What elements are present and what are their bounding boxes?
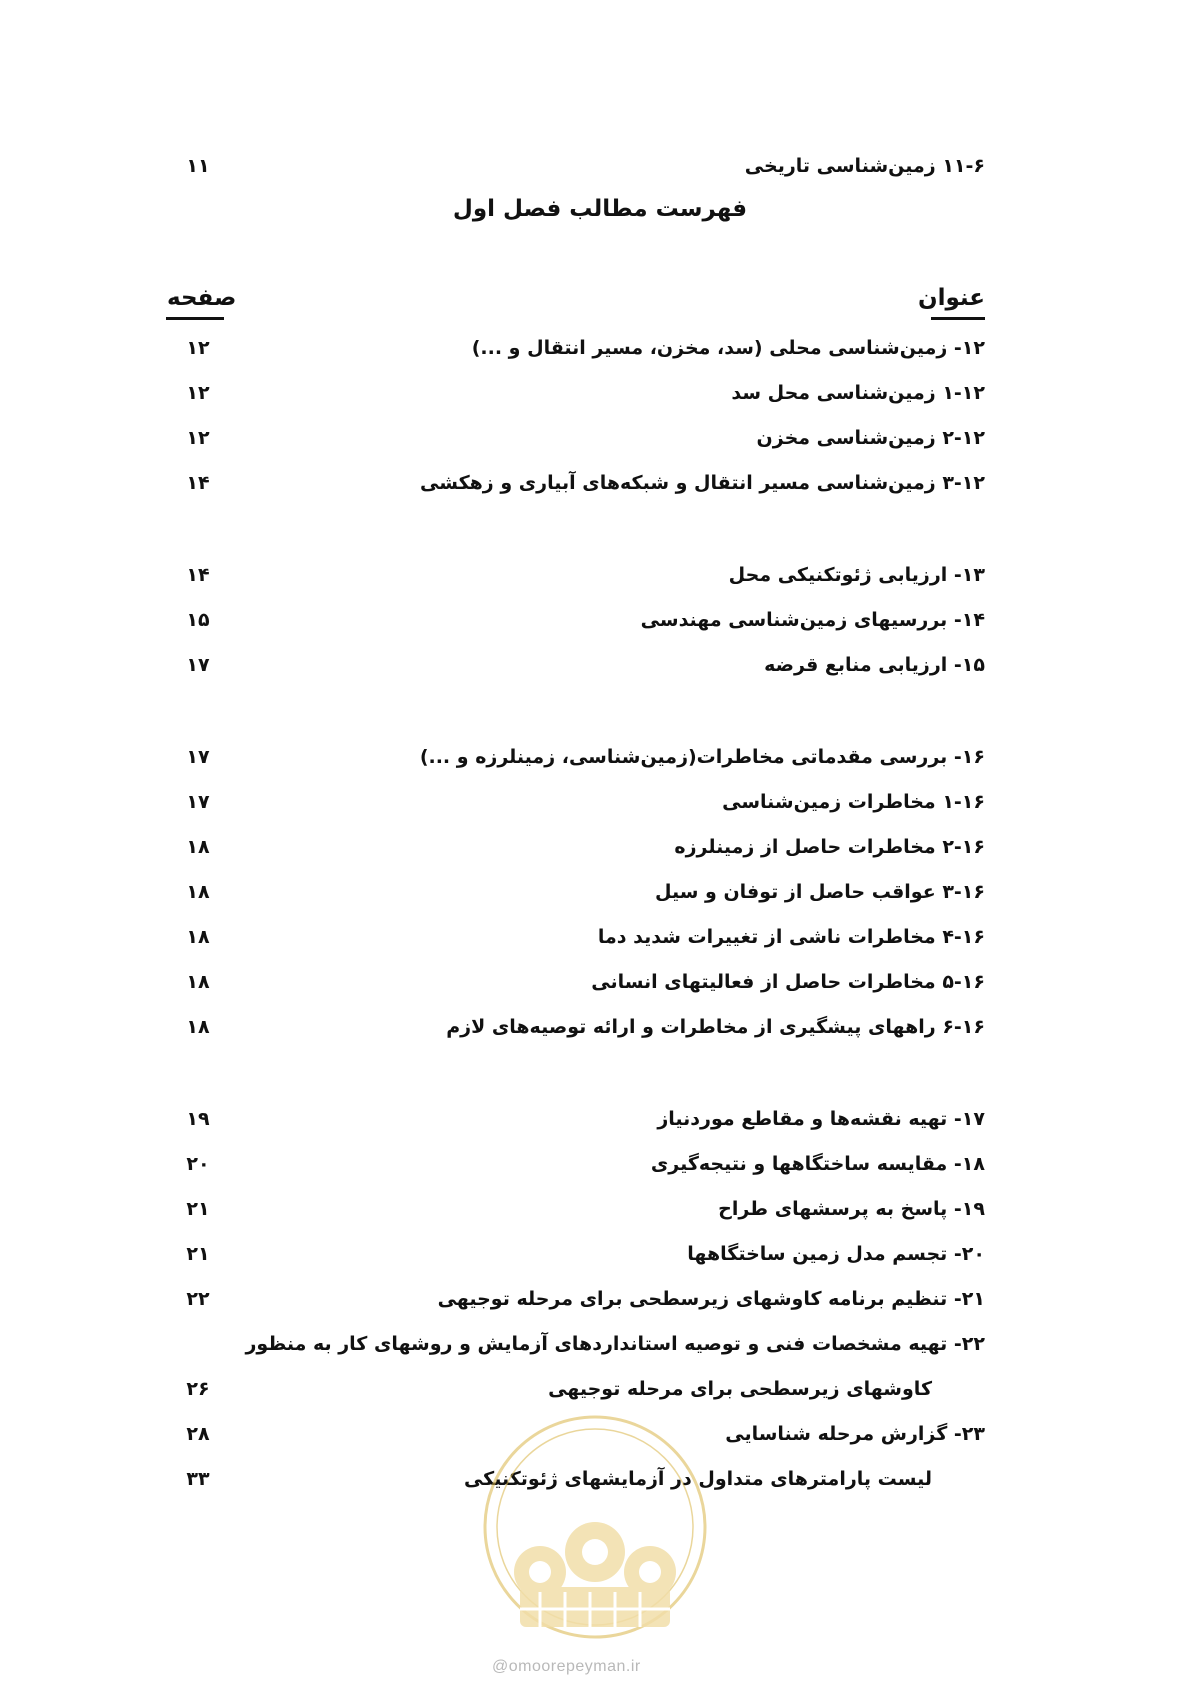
toc-entry bbox=[0, 742, 1190, 772]
toc-entry-page: ۱۸ bbox=[186, 971, 210, 993]
toc-entry-title: ۱۷- تهیه نقشه‌ها و مقاطع موردنیاز bbox=[657, 1108, 985, 1130]
toc-entry-title: ۱۲- زمین‌شناسی محلی (سد، مخزن، مسیر انتقال و ...) bbox=[471, 337, 985, 359]
toc-entry-page: ۱۴ bbox=[186, 564, 210, 586]
toc-entry-page: ۱۷ bbox=[186, 791, 210, 813]
toc-entry-title: ۲-۱۲ زمین‌شناسی مخزن bbox=[756, 427, 985, 449]
toc-entry-page: ۱۹ bbox=[186, 1108, 210, 1130]
toc-entry-top bbox=[0, 151, 1190, 181]
toc-entry bbox=[0, 1149, 1190, 1179]
toc-entry-page: ۱۸ bbox=[186, 1016, 210, 1038]
toc-entry-title: ۴-۱۶ مخاطرات ناشی از تغییرات شدید دما bbox=[597, 926, 985, 948]
toc-entry-title: ۱۳- ارزیابی ژئوتکنیکی محل bbox=[728, 564, 985, 586]
toc-entry bbox=[0, 650, 1190, 680]
toc-entry bbox=[0, 378, 1190, 408]
toc-entry-title: لیست پارامترهای متداول در آزمایشهای ژئوتکنیکی bbox=[463, 1468, 932, 1490]
toc-entry bbox=[0, 1239, 1190, 1269]
toc-entry-page: ۲۱ bbox=[186, 1243, 210, 1265]
toc-entry bbox=[0, 1284, 1190, 1314]
page-heading: فهرست مطالب فصل اول bbox=[452, 196, 748, 222]
toc-entry-title: ۱۴- بررسیهای زمین‌شناسی مهندسی bbox=[640, 609, 985, 631]
toc-entry-page: ۱۲ bbox=[186, 382, 210, 404]
toc-entry-page: ۱۸ bbox=[186, 881, 210, 903]
toc-entry bbox=[0, 1194, 1190, 1224]
toc-entry-title: ۱-۱۲ زمین‌شناسی محل سد bbox=[731, 382, 985, 404]
toc-entry bbox=[0, 560, 1190, 590]
toc-entry-title: ۲۰- تجسم مدل زمین ساختگاهها bbox=[687, 1243, 985, 1265]
toc-entry bbox=[0, 967, 1190, 997]
toc-entry bbox=[0, 832, 1190, 862]
toc-entry-title: ۲-۱۶ مخاطرات حاصل از زمینلرزه bbox=[674, 836, 985, 858]
toc-entry-page: ۲۶ bbox=[186, 1378, 210, 1400]
toc-entry-title: ۲۲- تهیه مشخصات فنی و توصیه استانداردهای آزمایش و روشهای کار به منظور bbox=[245, 1333, 985, 1355]
publisher-seal-watermark bbox=[480, 1412, 710, 1642]
toc-entry-title: ۲۱- تنظیم برنامه کاوشهای زیرسطحی برای مرحله توجیهی bbox=[437, 1288, 985, 1310]
toc-entry bbox=[0, 1012, 1190, 1042]
toc-entry-title: ۱۵- ارزیابی منابع قرضه bbox=[764, 654, 985, 676]
page-column-header: صفحه bbox=[167, 285, 237, 311]
toc-entry-page: ۲۲ bbox=[186, 1288, 210, 1310]
page-column-underline bbox=[166, 317, 224, 320]
toc-entry-page: ۱۸ bbox=[186, 836, 210, 858]
toc-entry bbox=[0, 605, 1190, 635]
toc-entry-page: ۱۷ bbox=[186, 654, 210, 676]
toc-entry-page: ۱۵ bbox=[186, 609, 210, 631]
toc-entry-page: ۳۳ bbox=[186, 1468, 210, 1490]
toc-entry bbox=[0, 333, 1190, 363]
toc-entry-page: ۱۴ bbox=[186, 472, 210, 494]
toc-entry-page: ۱۸ bbox=[186, 926, 210, 948]
toc-entry-title: ۳-۱۲ زمین‌شناسی مسیر انتقال و شبکه‌های آبیاری و زهکشی bbox=[420, 472, 985, 494]
toc-entry bbox=[0, 468, 1190, 498]
toc-entry-continuation bbox=[0, 1374, 1190, 1404]
toc-entry bbox=[0, 1104, 1190, 1134]
toc-entry-title: ۱۶- بررسی مقدماتی مخاطرات(زمین‌شناسی، زمینلرزه و ...) bbox=[419, 746, 985, 768]
toc-entry-title: کاوشهای زیرسطحی برای مرحله توجیهی bbox=[548, 1378, 932, 1400]
toc-entry-title: ۱۱-۶ زمین‌شناسی تاریخی bbox=[744, 155, 985, 177]
toc-entry-title: ۱۸- مقایسه ساختگاهها و نتیجه‌گیری bbox=[650, 1153, 985, 1175]
toc-entry-title: ۱۹- پاسخ به پرسشهای طراح bbox=[718, 1198, 985, 1220]
toc-entry-title: ۶-۱۶ راههای پیشگیری از مخاطرات و ارائه توصیه‌های لازم bbox=[446, 1016, 985, 1038]
title-column-header: عنوان bbox=[917, 285, 985, 311]
toc-entry-page: ۲۰ bbox=[186, 1153, 210, 1175]
toc-entry-title: ۲۳- گزارش مرحله شناسایی bbox=[725, 1423, 985, 1445]
toc-entry bbox=[0, 423, 1190, 453]
toc-entry-page: ۲۱ bbox=[186, 1198, 210, 1220]
toc-entry-page: ۲۸ bbox=[186, 1423, 210, 1445]
toc-entry-page: ۱۲ bbox=[186, 427, 210, 449]
toc-entry bbox=[0, 922, 1190, 952]
watermark-url: @omoorepeyman.ir bbox=[492, 1658, 641, 1675]
toc-entry-title: ۳-۱۶ عواقب حاصل از توفان و سیل bbox=[655, 881, 985, 903]
toc-entry-page: ۱۱ bbox=[186, 155, 210, 177]
toc-entry bbox=[0, 877, 1190, 907]
toc-entry bbox=[0, 1329, 1190, 1359]
title-column-underline bbox=[931, 317, 985, 320]
toc-entry-title: ۵-۱۶ مخاطرات حاصل از فعالیتهای انسانی bbox=[591, 971, 985, 993]
toc-entry-page: ۱۲ bbox=[186, 337, 210, 359]
toc-entry bbox=[0, 787, 1190, 817]
toc-entry-page: ۱۷ bbox=[186, 746, 210, 768]
toc-entry-title: ۱-۱۶ مخاطرات زمین‌شناسی bbox=[722, 791, 985, 813]
